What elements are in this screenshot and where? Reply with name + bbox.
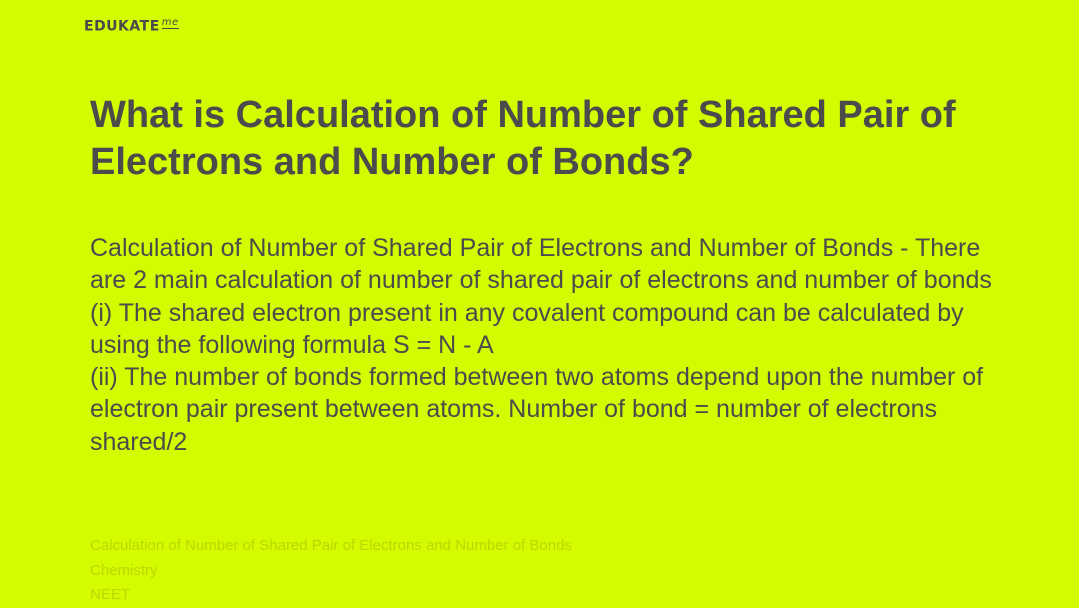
tag-topic: Calculation of Number of Shared Pair of Electrons and Number of Bonds [90,537,572,554]
slide-tags [90,534,572,608]
body-paragraph-point-2: (ii) The number of bonds formed between two atoms depend upon the number of electron pair present between atoms. Number of bond = number of electrons shared/2 [90,363,984,456]
body-paragraph-intro: Calculation of Number of Shared Pair of Electrons and Number of Bonds - There are 2 main calculation of number of shared pair of electrons and number of bonds [90,234,992,295]
slide-body [90,232,1020,458]
logo-suffix: me [161,17,179,28]
tag-exam: NEET [90,586,131,603]
edukate-logo [84,18,179,35]
logo-text: EDUKATE [84,18,160,35]
tag-subject: Chemistry [90,561,158,579]
body-paragraph-point-1: (i) The shared electron present in any covalent compound can be calculated by using the following formula S = N - A [90,298,964,359]
slide-title: What is Calculation of Number of Shared Pair of Electrons and Number of Bonds? [90,94,956,183]
